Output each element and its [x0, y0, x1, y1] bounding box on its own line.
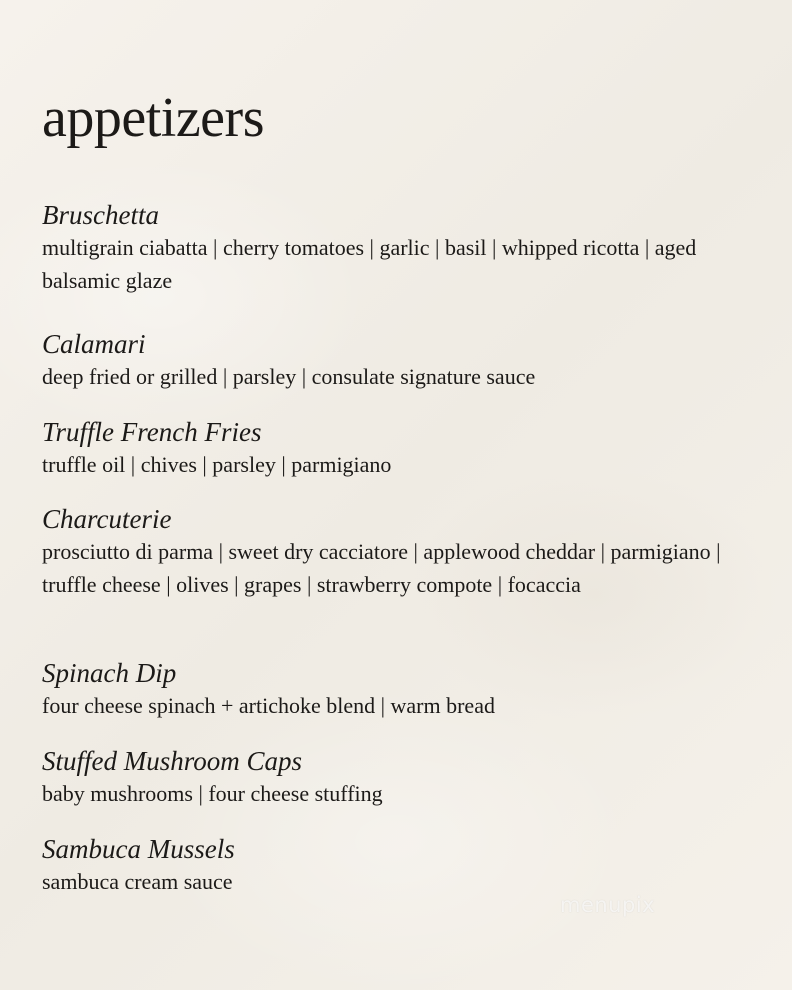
- menu-item-calamari: [42, 328, 762, 393]
- item-name: Spinach Dip: [42, 658, 177, 688]
- item-description: multigrain ciabatta | cherry tomatoes | garlic | basil | whipped ricotta | aged balsamic glaze: [42, 235, 697, 293]
- item-description: baby mushrooms | four cheese stuffing: [42, 781, 383, 806]
- item-description: prosciutto di parma | sweet dry cacciatore | applewood cheddar | parmigiano | truffle cheese | olives | grapes | strawberry compote | focaccia: [42, 539, 721, 597]
- menu-item-bruschetta: [42, 199, 762, 297]
- item-name: Calamari: [42, 329, 146, 359]
- item-name: Stuffed Mushroom Caps: [42, 746, 303, 776]
- page-title: appetizers: [42, 87, 264, 149]
- watermark: menupix: [560, 893, 656, 917]
- menu-item-sambuca-mussels: [42, 833, 762, 898]
- item-name: Charcuterie: [42, 504, 172, 534]
- menu-item-charcuterie: [42, 503, 762, 601]
- item-description: truffle oil | chives | parsley | parmigiano: [42, 452, 392, 477]
- item-description: four cheese spinach + artichoke blend | warm bread: [42, 693, 495, 718]
- item-name: Truffle French Fries: [42, 417, 262, 447]
- item-description: deep fried or grilled | parsley | consulate signature sauce: [42, 364, 536, 389]
- menu-item-stuffed-mushroom-caps: [42, 745, 762, 810]
- item-description: sambuca cream sauce: [42, 869, 233, 894]
- menu-item-truffle-french-fries: [42, 416, 762, 481]
- item-name: Sambuca Mussels: [42, 834, 235, 864]
- item-name: Bruschetta: [42, 200, 159, 230]
- menu-item-spinach-dip: [42, 657, 762, 722]
